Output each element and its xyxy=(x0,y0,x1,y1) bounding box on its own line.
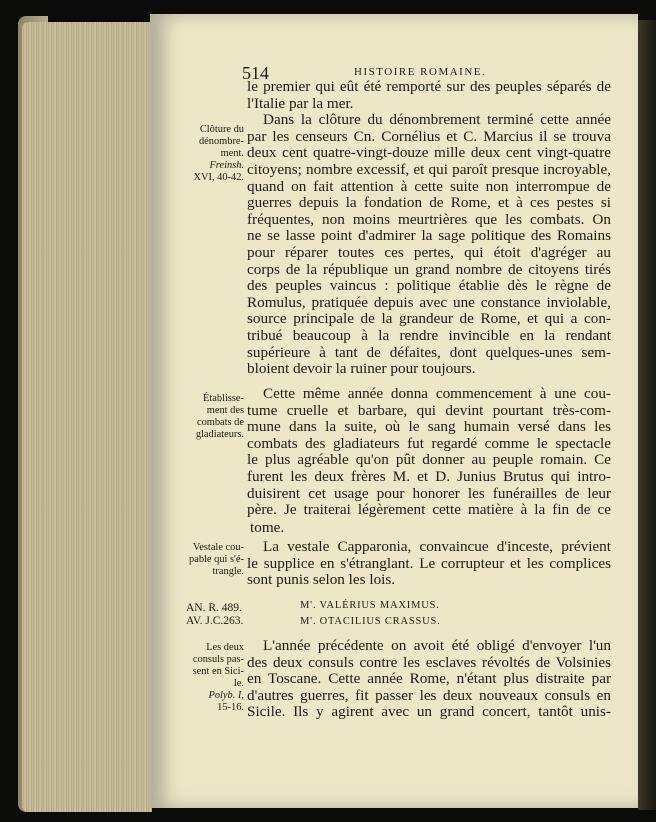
body-line: d'autres guerres, fit passer les deux nouveaux consuls en xyxy=(247,687,611,704)
body-line: furent les deux frères M. et D. Junius Brutus qui intro- xyxy=(247,468,611,485)
year-note-rome: AN. R. 489. xyxy=(186,602,242,614)
body-line: Sicile. Ils y agirent avec un grand concert, tantôt unis- xyxy=(247,703,611,720)
body-line: combats des gladiateurs fut regardé comme le spectacle xyxy=(247,435,611,452)
body-line: sont punis selon les lois. xyxy=(247,571,396,588)
body-line: tribué beaucoup à la rendre invincible en la rendant xyxy=(247,327,611,344)
body-line: le plus agréable qu'on pût donner au peuple romain. Ce xyxy=(247,451,611,468)
body-line: père. Je traiterai légèrement cette matière à la fin de ce xyxy=(247,501,611,518)
body-line: tume cruelle et barbare, qui devint pourtant très-com- xyxy=(247,402,611,419)
margin-note-line: trangle. xyxy=(212,566,244,577)
body-line: Dans la clôture du dénombrement terminé cette année xyxy=(263,111,611,128)
margin-note-line: Établisse- xyxy=(203,393,244,404)
body-line: Cette même année donna commencement à une cou- xyxy=(263,385,611,402)
margin-note-line: sent en Sici- xyxy=(192,666,244,677)
margin-note-line: ment des xyxy=(206,405,244,416)
margin-note-line: combats de xyxy=(196,417,244,428)
margin-note-line: XVI, 40-42. xyxy=(193,172,244,183)
margin-note-line: Les deux xyxy=(206,642,244,653)
body-line: citoyens; nombre excessif, et qui paroît presque incroyable, xyxy=(247,161,611,178)
margin-note-line: consuls pas- xyxy=(192,654,244,665)
margin-note-vestale xyxy=(186,542,244,578)
margin-note-line: pable qui s'é- xyxy=(189,554,244,565)
margin-note-line: ment. xyxy=(220,148,244,159)
margin-note-line: 15-16. xyxy=(217,702,244,713)
body-line: tome. xyxy=(250,519,285,536)
body-line: quand on fait attention à cette suite non interrompue de xyxy=(247,178,611,195)
body-line: fréquentes, non moins meurtrières que les combats. On xyxy=(247,211,611,228)
margin-note-line: le. xyxy=(233,678,244,689)
year-note-jc: AV. J.C.263. xyxy=(186,615,244,627)
consul-name-1: M'. VALÉRIUS MAXIMUS. xyxy=(300,600,440,611)
body-line: en Toscane. Cette année Rome, n'étant plus distraite par xyxy=(247,670,611,687)
running-title: HISTOIRE ROMAINE. xyxy=(354,66,487,78)
margin-note-cloture xyxy=(186,124,244,184)
body-line: Romulus, pratiquée depuis avec une constance inviolable, xyxy=(247,294,611,311)
body-line: ne se lasse point d'admirer la sage politique des Romains xyxy=(247,227,611,244)
page-number: 514 xyxy=(242,63,269,83)
body-line: corps de la république un grand nombre de citoyens tirés xyxy=(247,261,611,278)
body-line: deux cent quatre-vingt-douze mille deux cent vingt-quatre xyxy=(247,144,611,161)
margin-note-line: Polyb. I, xyxy=(208,690,244,701)
body-line: mune dans la suite, où le sang humain versé dans les xyxy=(247,418,611,435)
body-line: le supplice en s'étranglant. Le corrupteur et les complices xyxy=(247,555,611,572)
page-stack-edge xyxy=(22,22,152,812)
margin-note-gladiateurs xyxy=(186,393,244,441)
margin-note-line: gladiateurs. xyxy=(195,429,244,440)
body-line: guerres depuis la fondation de Rome, et à ces pestes si xyxy=(247,194,611,211)
body-line: par les censeurs Cn. Cornélius et C. Marcius il se trouva xyxy=(247,128,611,145)
facing-page-edge xyxy=(638,20,656,810)
body-line: La vestale Capparonia, convaincue d'inceste, prévient xyxy=(263,538,611,555)
body-line: le premier qui eût été remporté sur des peuples séparés de xyxy=(247,78,611,95)
body-line: L'année précédente on avoit été obligé d'envoyer l'un xyxy=(263,637,611,654)
margin-note-line: dénombre- xyxy=(198,136,244,147)
body-line: duisirent cet usage pour honorer les funérailles de leur xyxy=(247,485,611,502)
body-line: l'Italie par la mer. xyxy=(247,95,354,112)
body-line: des deux consuls contre les esclaves révoltés de Volsinies xyxy=(247,654,611,671)
body-line: bloient devoir la ruiner pour toujours. xyxy=(247,360,476,377)
body-line: des peuples vaincus : politique établie dès le règne de xyxy=(247,277,611,294)
margin-note-line: Freinsh. xyxy=(209,160,244,171)
margin-note-line: Clôture du xyxy=(199,124,244,135)
body-line: source principale de la grandeur de Rome, et qui a con- xyxy=(247,310,611,327)
consul-name-2: M'. OTACILIUS CRASSUS. xyxy=(300,616,441,627)
margin-note-line: Vestale cou- xyxy=(192,542,244,553)
body-line: pour réparer toutes ces pertes, qui étoit d'agréger au xyxy=(247,244,611,261)
margin-note-consuls xyxy=(186,642,244,714)
body-line: supérieure à tant de défaites, dont quelques-unes sem- xyxy=(247,344,611,361)
